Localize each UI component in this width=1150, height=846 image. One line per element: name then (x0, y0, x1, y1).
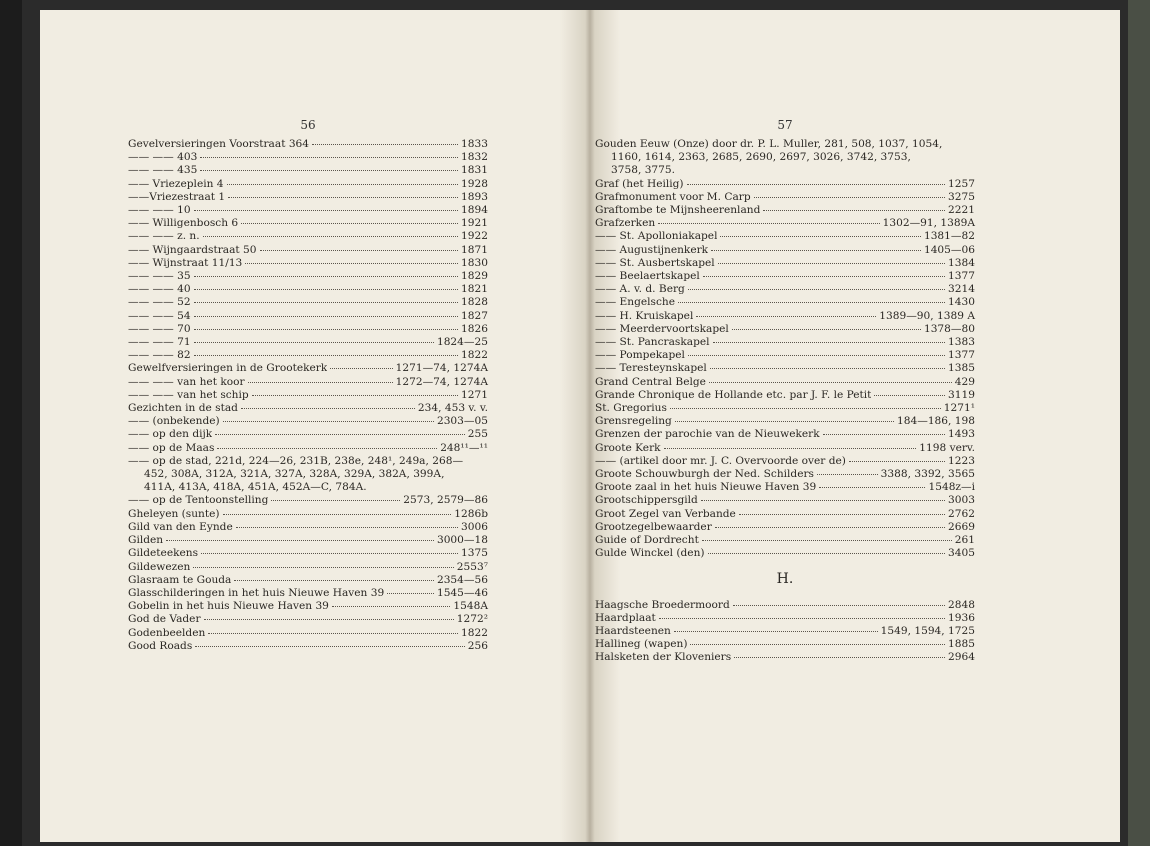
entry-reference: 1493 (948, 428, 975, 441)
entry-label: —— —— van het koor (128, 375, 245, 388)
index-entry (128, 217, 488, 230)
dot-leader (387, 593, 434, 594)
index-entry (128, 138, 488, 151)
dot-leader (241, 408, 415, 409)
index-entry (128, 428, 488, 441)
dot-leader (732, 329, 921, 330)
entry-reference: 3388, 3392, 3565 (880, 468, 975, 481)
entry-label: —— Engelsche (595, 296, 676, 309)
entry-reference: 1545—46 (436, 586, 488, 599)
entry-label: —— Vriezeplein 4 (128, 177, 224, 190)
entry-label: Gilden (128, 534, 164, 547)
entry-label: —— St. Apolloniakapel (595, 230, 718, 243)
entry-reference: 429 (954, 375, 975, 388)
dot-leader (688, 355, 945, 356)
entry-reference: 1821 (461, 283, 488, 296)
index-entry (595, 612, 975, 625)
index-entry (128, 349, 488, 362)
entry-label: Gild van den Eynde (128, 520, 233, 533)
index-entry (595, 257, 975, 270)
dot-leader (194, 329, 458, 330)
dot-leader (703, 276, 945, 277)
dot-leader (687, 184, 945, 185)
dot-leader (675, 421, 894, 422)
entry-reference: 1286b (454, 507, 488, 520)
entry-label: —— —— 82 (128, 349, 191, 362)
dot-leader (710, 368, 945, 369)
dot-leader (702, 540, 952, 541)
dot-leader (234, 580, 434, 581)
index-entry (595, 244, 975, 257)
entry-label: —— Beelaertskapel (595, 270, 700, 283)
entry-label: —— Meerdervoortskapel (595, 322, 729, 335)
entry-reference: 1827 (461, 309, 488, 322)
dot-leader (203, 236, 458, 237)
index-entry (128, 442, 488, 455)
index-entry (595, 283, 975, 296)
index-entry (595, 494, 975, 507)
index-entry (128, 362, 488, 375)
entry-reference: 1828 (461, 296, 488, 309)
entry-label: —— —— 40 (128, 283, 191, 296)
entry-reference: 3119 (948, 388, 975, 401)
dot-leader (709, 382, 952, 383)
entry-reference: 1894 (461, 204, 488, 217)
entry-reference: 184—186, 198 (897, 415, 975, 428)
entry-label: —— —— 52 (128, 296, 191, 309)
index-entry-continuation: 411A, 413A, 418A, 451A, 452A—C, 784A. (144, 481, 367, 494)
index-entry (128, 415, 488, 428)
page-number-left: 56 (300, 118, 316, 132)
index-entry (128, 204, 488, 217)
index-list-h (595, 599, 975, 665)
index-entry (128, 547, 488, 560)
entry-label: —— —— z. n. (128, 230, 200, 243)
entry-label: —— op de Maas (128, 441, 215, 454)
index-entry (128, 230, 488, 243)
entry-label: —— —— 10 (128, 204, 191, 217)
index-entry (595, 638, 975, 651)
entry-label: Hallineg (wapen) (595, 638, 688, 651)
entry-reference: 1384 (948, 256, 975, 269)
entry-label: Gezichten in de stad (128, 402, 238, 415)
index-entry (128, 270, 488, 283)
entry-label: Grand Central Belge (595, 375, 706, 388)
entry-label: —— H. Kruiskapel (595, 309, 694, 322)
entry-label: —— Teresteynskapel (595, 362, 707, 375)
dot-leader (659, 618, 945, 619)
entry-label: Graftombe te Mijnsheerenland (595, 204, 761, 217)
dot-leader (849, 461, 945, 462)
index-entry (128, 587, 488, 600)
index-entry (595, 521, 975, 534)
dot-leader (260, 250, 459, 251)
entry-reference: 2221 (948, 204, 975, 217)
entry-label: Gheleyen (sunte) (128, 507, 220, 520)
index-entry (595, 138, 975, 151)
index-entry (128, 455, 488, 468)
entry-reference: 1928 (461, 177, 488, 190)
index-list-left (128, 138, 488, 653)
entry-label: Gulde Winckel (den) (595, 547, 705, 560)
index-entry (128, 521, 488, 534)
entry-label: Glasraam te Gouda (128, 573, 232, 586)
entry-label: —— —— 403 (128, 151, 198, 164)
dot-leader (720, 236, 920, 237)
left-edge (0, 0, 22, 846)
entry-reference: 2848 (948, 598, 975, 611)
index-entry-continuation: 3758, 3775. (611, 164, 676, 177)
entry-reference: 2354—56 (436, 573, 488, 586)
index-entry (595, 468, 975, 481)
entry-reference: 1405—06 (923, 243, 975, 256)
index-entry (128, 508, 488, 521)
index-entry (128, 534, 488, 547)
entry-reference: 1548A (453, 600, 488, 613)
dot-leader (701, 500, 945, 501)
entry-reference: 1549, 1594, 1725 (880, 624, 975, 637)
dot-leader (193, 567, 453, 568)
entry-reference: 1389—90, 1389 A (879, 309, 975, 322)
entry-label: —— Wijnstraat 11/13 (128, 256, 243, 269)
dot-leader (217, 448, 437, 449)
entry-reference: 2303—05 (436, 415, 488, 428)
entry-reference: 1921 (461, 217, 488, 230)
index-entry (128, 151, 488, 164)
entry-label: Haagsche Broedermoord (595, 598, 730, 611)
dot-leader (330, 368, 392, 369)
index-entry (595, 362, 975, 375)
dot-leader (817, 474, 878, 475)
dot-leader (734, 657, 945, 658)
entry-label: Gildewezen (128, 560, 191, 573)
index-entry (128, 296, 488, 309)
index-entry (128, 402, 488, 415)
entry-reference: 1822 (461, 626, 488, 639)
dot-leader (754, 197, 945, 198)
index-entry (128, 178, 488, 191)
entry-label: —— St. Ausbertskapel (595, 256, 715, 269)
dot-leader (208, 633, 458, 634)
entry-label: Halsketen der Kloveniers (595, 651, 732, 664)
entry-label: Groote Kerk (595, 441, 661, 454)
dot-leader (733, 605, 945, 606)
entry-label: Good Roads (128, 639, 193, 652)
entry-label: Gildeteekens (128, 547, 199, 560)
entry-reference: 255 (467, 428, 488, 441)
entry-reference: 1830 (461, 256, 488, 269)
dot-leader (678, 302, 945, 303)
entry-reference: 3405 (948, 547, 975, 560)
dot-leader (658, 223, 879, 224)
dot-leader (194, 276, 458, 277)
index-entry (595, 481, 975, 494)
index-entry (595, 336, 975, 349)
entry-label: St. Gregorius (595, 402, 667, 415)
dot-leader (690, 644, 945, 645)
index-entry (128, 600, 488, 613)
entry-reference: 3003 (948, 494, 975, 507)
dot-leader (200, 157, 458, 158)
entry-reference: 1223 (948, 454, 975, 467)
entry-reference: 234, 453 v. v. (417, 402, 488, 415)
entry-reference: 1375 (461, 547, 488, 560)
index-entry (128, 627, 488, 640)
entry-reference: 1922 (461, 230, 488, 243)
entry-label: —— op den dijk (128, 428, 213, 441)
entry-label: Grande Chronique de Hollande etc. par J. F. le Petit (595, 388, 872, 401)
entry-reference: 1383 (948, 336, 975, 349)
entry-reference: 1548z—i (928, 481, 975, 494)
index-entry (128, 561, 488, 574)
dot-leader (194, 302, 458, 303)
entry-label: —— (artikel door mr. J. C. Overvoorde over de) (595, 454, 846, 467)
dot-leader (674, 631, 878, 632)
entry-label: Gouden Eeuw (Onze) door dr. P. L. Muller, 281, 508, 1037, 1054, (595, 138, 943, 150)
entry-reference: 1272—74, 1274A (395, 375, 488, 388)
entry-reference: 2573, 2579—86 (403, 494, 488, 507)
entry-label: —— St. Pancraskapel (595, 336, 710, 349)
index-entry (595, 599, 975, 612)
entry-reference: 1198 verv. (919, 441, 975, 454)
index-entry (595, 349, 975, 362)
entry-reference: 3006 (461, 520, 488, 533)
dot-leader (215, 434, 465, 435)
entry-reference: 1833 (461, 138, 488, 150)
entry-reference: 1832 (461, 151, 488, 164)
dot-leader (715, 527, 945, 528)
dot-leader (252, 395, 458, 396)
index-entry (595, 428, 975, 441)
dot-leader (245, 263, 458, 264)
entry-reference: 1831 (461, 164, 488, 177)
entry-label: Gewelfversieringen in de Grootekerk (128, 362, 328, 375)
index-entry (595, 270, 975, 283)
dot-leader (166, 540, 434, 541)
index-entry (128, 389, 488, 402)
index-entry (128, 574, 488, 587)
entry-reference: 1302—91, 1389A (882, 217, 975, 230)
entry-label: —— (onbekende) (128, 415, 220, 428)
index-entry (595, 204, 975, 217)
entry-reference: 2762 (948, 507, 975, 520)
index-entry (595, 389, 975, 402)
index-entry (128, 323, 488, 336)
entry-label: —— Augustijnenkerk (595, 243, 709, 256)
entry-reference: 2553⁷ (456, 560, 488, 573)
entry-label: Glasschilderingen in het huis Nieuwe Haven 39 (128, 586, 385, 599)
dot-leader (248, 382, 393, 383)
entry-label: Graf (het Heilig) (595, 177, 684, 190)
index-entry (595, 310, 975, 323)
index-entry (128, 244, 488, 257)
right-page (595, 118, 975, 665)
entry-reference: 3214 (948, 283, 975, 296)
entry-reference: 3275 (948, 190, 975, 203)
dot-leader (241, 223, 458, 224)
dot-leader (194, 210, 458, 211)
entry-label: Grafzerken (595, 217, 656, 230)
index-list-right (595, 138, 975, 561)
index-entry-continuation: 452, 308A, 312A, 321A, 327A, 328A, 329A, 382A, 399A, (144, 468, 445, 481)
dot-leader (763, 210, 945, 211)
dot-leader (708, 553, 946, 554)
entry-label: ——Vriezestraat 1 (128, 190, 226, 203)
dot-leader (819, 487, 925, 488)
entry-reference: 1824—25 (436, 336, 488, 349)
left-page (128, 118, 488, 653)
entry-reference: 1377 (948, 270, 975, 283)
entry-label: —— A. v. d. Berg (595, 283, 685, 296)
entry-label: —— op de stad, 221d, 224—26, 231B, 238e, 248¹, 249a, 268— (128, 454, 464, 467)
index-entry (128, 376, 488, 389)
index-entry (595, 442, 975, 455)
entry-label: —— —— 54 (128, 309, 191, 322)
index-entry (595, 230, 975, 243)
entry-label: Grootzegelbewaarder (595, 520, 712, 533)
entry-label: Gobelin in het huis Nieuwe Haven 39 (128, 600, 329, 613)
dot-leader (874, 395, 945, 396)
entry-label: Groote zaal in het huis Nieuwe Haven 39 (595, 481, 817, 494)
entry-reference: 1272² (456, 613, 488, 626)
entry-reference: 1936 (948, 611, 975, 624)
dot-leader (739, 514, 945, 515)
dot-leader (688, 289, 945, 290)
entry-label: Godenbeelden (128, 626, 206, 639)
dot-leader (312, 144, 458, 145)
index-entry (595, 415, 975, 428)
index-entry (595, 178, 975, 191)
entry-label: God de Vader (128, 613, 201, 626)
index-entry (595, 651, 975, 664)
entry-reference: 2669 (948, 520, 975, 533)
entry-reference: 2964 (948, 651, 975, 664)
entry-label: Gevelversieringen Voorstraat 364 (128, 138, 310, 150)
dot-leader (227, 184, 458, 185)
entry-reference: 1271—74, 1274A (395, 362, 488, 375)
entry-label: —— Wijngaardstraat 50 (128, 243, 257, 256)
index-entry (128, 336, 488, 349)
entry-label: —— Willigenbosch 6 (128, 217, 239, 230)
entry-reference: 248¹¹—¹¹ (440, 441, 488, 454)
entry-reference: 1829 (461, 270, 488, 283)
entry-reference: 1377 (948, 349, 975, 362)
index-entry (128, 191, 488, 204)
index-entry (595, 455, 975, 468)
entry-label: —— op de Tentoonstelling (128, 494, 269, 507)
index-entry (128, 310, 488, 323)
dot-leader (711, 250, 921, 251)
entry-reference: 1430 (948, 296, 975, 309)
dot-leader (194, 316, 458, 317)
index-entry (595, 508, 975, 521)
dot-leader (223, 514, 452, 515)
index-entry (128, 164, 488, 177)
index-entry (128, 613, 488, 626)
index-entry (595, 296, 975, 309)
entry-reference: 1885 (948, 638, 975, 651)
index-entry (595, 217, 975, 230)
entry-label: Grensregeling (595, 415, 672, 428)
index-entry (128, 257, 488, 270)
entry-label: Haardplaat (595, 611, 656, 624)
index-entry (595, 547, 975, 560)
index-entry (595, 323, 975, 336)
entry-reference: 1257 (948, 177, 975, 190)
entry-label: —— —— 70 (128, 322, 191, 335)
dot-leader (201, 553, 458, 554)
entry-reference: 261 (954, 534, 975, 547)
index-entry (128, 640, 488, 653)
entry-reference: 1826 (461, 322, 488, 335)
entry-reference: 1871 (461, 243, 488, 256)
entry-label: Grootschippersgild (595, 494, 698, 507)
index-entry (595, 402, 975, 415)
dot-leader (271, 500, 400, 501)
dot-leader (696, 316, 876, 317)
entry-reference: 1822 (461, 349, 488, 362)
index-entry (595, 625, 975, 638)
right-edge (1128, 0, 1150, 846)
dot-leader (194, 342, 434, 343)
entry-label: Guide of Dordrecht (595, 534, 699, 547)
dot-leader (223, 421, 434, 422)
dot-leader (228, 197, 458, 198)
dot-leader (195, 646, 465, 647)
entry-label: Groote Schouwburgh der Ned. Schilders (595, 468, 814, 481)
index-entry-continuation: 1160, 1614, 2363, 2685, 2690, 2697, 3026, 3742, 3753, (611, 151, 911, 164)
dot-leader (194, 289, 458, 290)
index-entry (595, 534, 975, 547)
entry-label: Grafmonument voor M. Carp (595, 190, 751, 203)
index-entry (595, 191, 975, 204)
entry-reference: 1271 (461, 388, 488, 401)
dot-leader (200, 170, 458, 171)
dot-leader (823, 434, 945, 435)
entry-reference: 1378—80 (923, 322, 975, 335)
dot-leader (718, 263, 945, 264)
index-entry (128, 494, 488, 507)
entry-label: —— —— 435 (128, 164, 198, 177)
entry-label: —— —— 35 (128, 270, 191, 283)
dot-leader (670, 408, 941, 409)
entry-label: Haardsteenen (595, 624, 671, 637)
entry-reference: 1385 (948, 362, 975, 375)
entry-label: Groot Zegel van Verbande (595, 507, 736, 520)
entry-reference: 3000—18 (436, 534, 488, 547)
entry-reference: 1893 (461, 190, 488, 203)
entry-reference: 256 (467, 639, 488, 652)
entry-reference: 1271¹ (943, 402, 975, 415)
dot-leader (236, 527, 458, 528)
entry-reference: 1381—82 (923, 230, 975, 243)
index-entry (128, 283, 488, 296)
entry-label: —— —— van het schip (128, 388, 249, 401)
dot-leader (332, 606, 450, 607)
index-entry (595, 376, 975, 389)
page-number-right: 57 (777, 118, 793, 132)
dot-leader (194, 355, 458, 356)
dot-leader (204, 619, 454, 620)
section-letter: H. (776, 570, 794, 587)
entry-label: —— —— 71 (128, 336, 191, 349)
dot-leader (713, 342, 946, 343)
entry-label: Grenzen der parochie van de Nieuwekerk (595, 428, 820, 441)
dot-leader (664, 448, 917, 449)
entry-label: —— Pompekapel (595, 349, 685, 362)
